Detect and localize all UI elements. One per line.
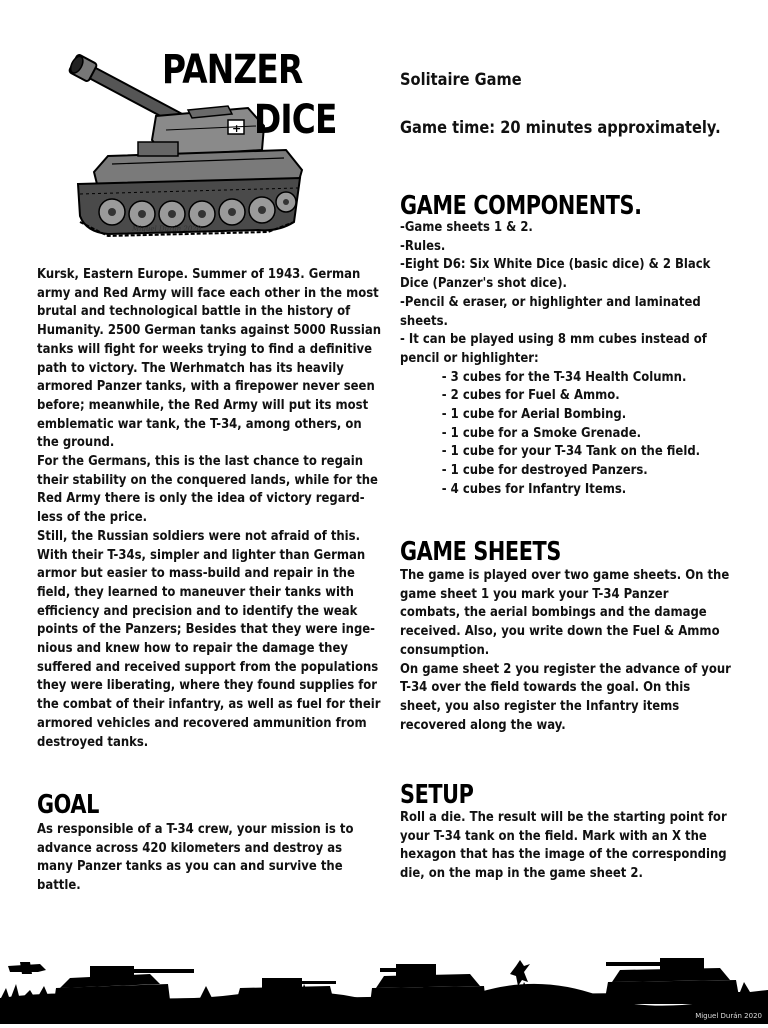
logo-title-dice: DICE — [254, 97, 337, 143]
sheets-heading: GAME SHEETS — [400, 537, 561, 567]
cube-item: - 1 cube for Aerial Bombing. — [441, 407, 627, 423]
cube-item: - 2 cubes for Fuel & Ammo. — [441, 388, 620, 404]
goal-text: As responsible of a T-34 crew, your mission is to advance across 420 kilometers and destroy as many Panzer tanks as you can and survive the battle. — [37, 822, 354, 894]
battlefield-silhouette-art — [0, 940, 768, 1024]
intro-paragraph: For the Germans, this is the last chance to regain their stability on the conquered lands, while for the Red Army there is only the idea of victory regard-less of the price. — [37, 454, 378, 526]
list-item: -Pencil & eraser, or highlighter and laminated sheets. — [400, 294, 701, 329]
panzer-dice-logo — [68, 46, 337, 240]
logo-title-panzer: PANZER — [162, 47, 303, 93]
sheets-paragraph: On game sheet 2 you register the advance of your T-34 over the field towards the goal. On this sheet, you also register the Infantry items recovered along the way. — [400, 661, 731, 733]
list-item: - It can be played using 8 mm cubes instead of pencil or highlighter: — [400, 332, 707, 366]
goal-heading: GOAL — [37, 790, 99, 820]
game-time: Game time: 20 minutes approximately. — [400, 118, 721, 138]
list-item: -Eight D6: Six White Dice (basic dice) & 2 Black Dice (Panzer's shot dice). — [400, 257, 711, 292]
intro-text — [37, 266, 385, 752]
list-item: -Game sheets 1 & 2. — [400, 220, 533, 235]
cube-item: - 1 cube for your T-34 Tank on the field. — [441, 444, 701, 460]
sheets-paragraph: The game is played over two game sheets. On the game sheet 1 you mark your T-34 Panzer combats, the aerial bombings and the damage received. Also, you write down the Fuel & Ammo consumption. — [400, 568, 730, 658]
cube-item: - 1 cube for destroyed Panzers. — [441, 463, 648, 479]
list-item: -Rules. — [400, 238, 446, 254]
setup-heading: SETUP — [400, 780, 474, 810]
cube-item: - 4 cubes for Infantry Items. — [441, 481, 627, 497]
cube-item: - 3 cubes for the T-34 Health Column. — [441, 369, 687, 385]
intro-paragraph: Still, the Russian soldiers were not afraid of this. With their T-34s, simpler and lighter than German armor but easier to mass-build and repair in the field, they learned to maneuver their tanks with efficiency and precision and to identify the weak points of the Panzers; Besides that they were inge-nious and knew how to repair the damage they suffered and received support from the populations they were liberating, where they found supplies for the combat of their infantry, as well as fuel for their armored vehicles and recovered ammunition from destroyed tanks. — [37, 528, 381, 750]
svg-text:+: + — [232, 122, 242, 135]
battlefield-silhouette — [0, 940, 768, 1024]
footer-credit: Miguel Durán 2020 — [695, 1012, 762, 1020]
components-heading: GAME COMPONENTS. — [400, 191, 642, 221]
components-list — [400, 219, 732, 500]
setup-text: Roll a die. The result will be the starting point for your T-34 tank on the field. Mark with an X the hexagon that has the image of the corresponding die, on the map in the game sheet 2. — [400, 810, 727, 882]
sheets-text — [400, 567, 732, 735]
logo-signature: Miguel Durán 2020 — [132, 225, 202, 233]
cube-item: - 1 cube for a Smoke Grenade. — [441, 425, 642, 441]
intro-paragraph: Kursk, Eastern Europe. Summer of 1943. German army and Red Army will face each other in the most brutal and technological battle in the history of Humanity. 2500 German tanks against 5000 Russian tanks will fight for weeks trying to find a definitive path to victory. The Werhmatch has its heavily armored Panzer tanks, with a firepower never seen before; meanwhile, the Red Army will put its most emblematic war tank, the T-34, among others, on the ground. — [37, 267, 382, 451]
game-mode: Solitaire Game — [400, 70, 522, 90]
